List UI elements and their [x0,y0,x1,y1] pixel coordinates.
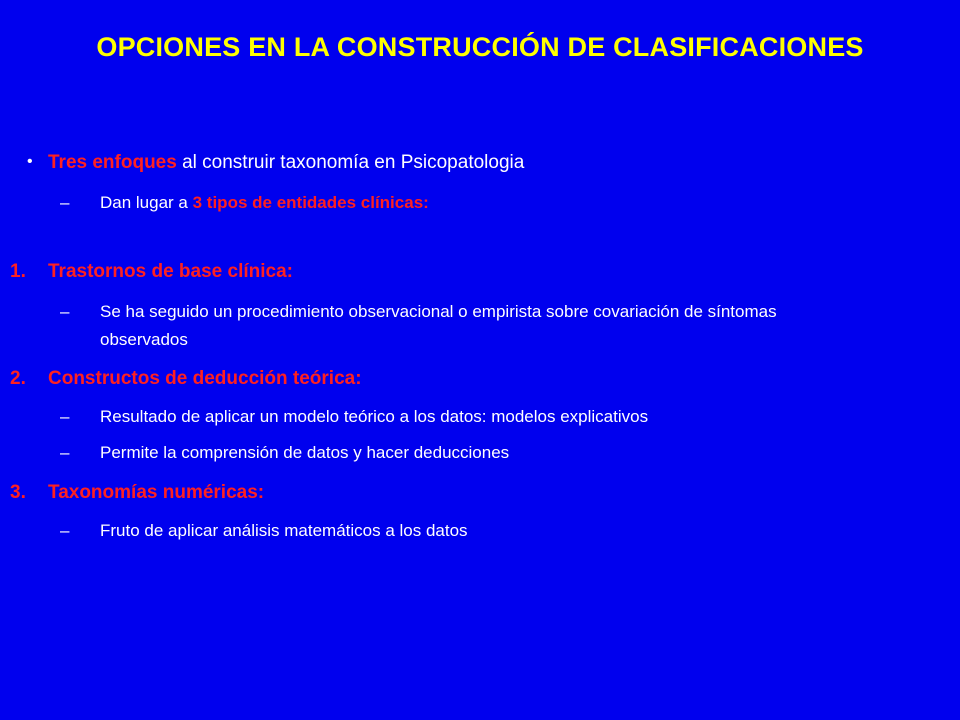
bullet-subline [100,193,429,213]
bullet-sub-highlight: 3 tipos de entidades clínicas: [192,193,429,212]
item-subline: Resultado de aplicar un modelo teórico a los datos: modelos explicativos [100,407,649,426]
dash-marker: – [60,521,70,540]
item-number: 2. [10,368,26,389]
slide-title: OPCIONES EN LA CONSTRUCCIÓN DE CLASIFICACIONES [96,32,864,62]
item-number: 1. [10,261,26,282]
dash-marker: – [60,407,70,426]
item-subline: Fruto de aplicar análisis matemáticos a los datos [100,521,468,540]
item-heading: Trastornos de base clínica: [48,261,293,282]
bullet-text: al construir taxonomía en Psicopatologia [176,152,525,173]
bullet-sub-text: Dan lugar a [100,193,193,212]
bullet-highlight: Tres enfoques [48,152,177,173]
item-heading: Constructos de deducción teórica: [48,368,362,389]
item-subline: Permite la comprensión de datos y hacer deducciones [100,443,510,462]
dash-marker: – [60,193,70,212]
item-subline: observados [100,330,188,349]
bullet-line [48,152,524,174]
item-heading: Taxonomías numéricas: [48,482,265,503]
item-subline: Se ha seguido un procedimiento observacional o empirista sobre covariación de síntomas [100,302,777,321]
dash-marker: – [60,302,70,321]
item-number: 3. [10,482,26,503]
dash-marker: – [60,443,70,462]
bullet-marker: • [27,153,33,170]
